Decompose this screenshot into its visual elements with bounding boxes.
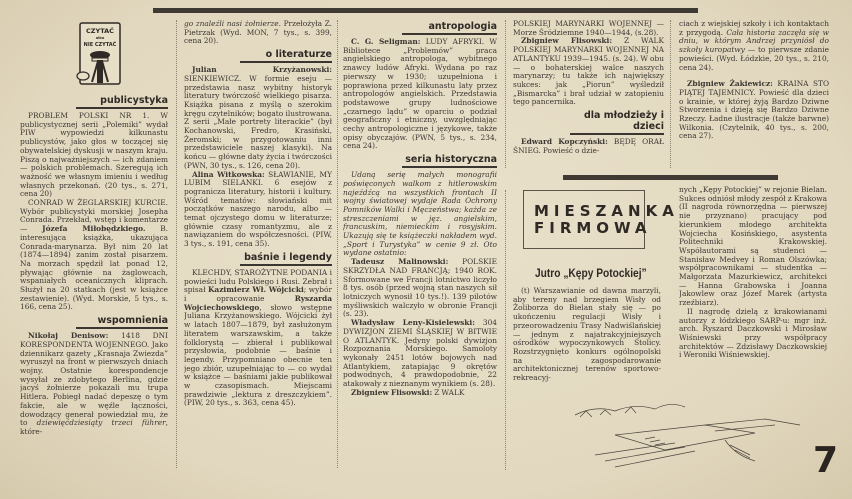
section-rule: [563, 175, 778, 180]
body-text: , słowo wstępne Juliana Krzyżanowskiego. Wójcicki żył w latach 1807—1879, był zasłużonym literatem warszawskim, a także folklorystą — zbierał i publikował przysłowia, podobnie — baśnie i legendy. Przypomniano obecnie ten jego zbiór, uzupełniając to — co wydał w książce — baśniami jakie publikował w czasopismach. Miejscami prawdziwie „lektura z dreszczykiem”. (PIW, 20 tys., s. 363, cena 45).: [184, 302, 332, 408]
body-text: II nagrodę dzielą z krakowianami autorzy z łódzkiego SARP-u: mgr inż. arch. Ryszard Daczkowski i Mirosław Wiśniewski przy współpracy architektów — Zdzisławy Daczkowskiej i Weroniki Wiśniewskiej.: [679, 306, 827, 360]
page-number: 7: [813, 440, 839, 481]
body-text: 1418 DNI KORESPONDENTA WOJENNEGO. Jako dziennikarz gazety „Krasnaja Zwiezda” wyruszył na front w pierwszych dniach wojny. Ostatnie korespondencje wysyłał ze zdobytego Berlina, gdzie jacyś żołnierze pokazali mu trupa Hitlera. Pobiegł nadać depeszę o tym fakcie, ale w węźle łączności, dowodzący generał powiedział mu, że to: [20, 331, 168, 428]
author-name: Józefa Miłobędzkiego.: [42, 224, 146, 234]
review-paragraph: [184, 20, 332, 46]
column-3: [343, 18, 497, 470]
column-1: [20, 92, 168, 470]
author-name: C. G. Seligman:: [351, 37, 421, 46]
author-name: Ryszarda Wojciechowskiego: [184, 293, 332, 312]
body-text: nych „Kępy Potockiej” w rejonie Bielan. Sukces odniósł młody zespół z Krakowa (II nagroda równorzędna — pierwszej nie przyznano) pracujący pod kierunkiem młodego architekta Wojciecha Kosińskiego, asystenta Politechniki Krakowskiej. Współautorami są studenci — Stanisław Medvey i Roman Olszówka; współpracownikami — studentka — Małgorzata Mazurkiewicz, architekci — Hanna Grabowska i Joanna Jakowlew oraz Józef Marek (artysta rzeźbiarz).: [679, 186, 827, 308]
body-text: 304 DYWIZJON ZIEMI ŚLĄSKIEJ W BITWIE O ATLANTYK. Jedyny polski dywizjon Rozpoznania Morskiego. Samoloty wykonały 2451 lotów bojowych nad Atlantykiem, zatapiając 9 okrętów podwodnych, 4 prawdopodobnie, 22 atakowały z nieznanym wynikiem (s. 28).: [343, 318, 497, 389]
review-paragraph: [184, 171, 332, 249]
section-heading: seria historyczna: [402, 154, 497, 168]
body-text: — to pierwsze zdanie powieści. (Wyd. Łódzkie, 20 tys., s. 210, cena 24).: [679, 45, 829, 72]
author-name: Julian Krzyżanowski:: [192, 65, 332, 75]
author-name: Edward Kopczyński:: [521, 137, 608, 147]
body-text: (t) Warszawianie od dawna marzyli, aby tereny nad brzegiem Wisły od Żoliborza do Bielan stały się — po ukończeniu regulacji Wisły i przeorowadzeniu Trasy Nadwiślańskiej — jednym z najatrakcyjniejszych ośrodków wypoczynkowych Stolicy. Rozstrzygnięto konkurs ogólnopolski na zagospodarowanie architektonicznej terenów sportowo-rekreacyj-: [513, 287, 661, 383]
body-text: ; wybór i opracowanie: [184, 285, 332, 303]
body-text: POLSKIE SKRZYDŁA NAD FRANCJĄ; 1940 ROK. Sformowane we Francji lotnictwo liczyło 8 tys. osób (przed wojną stan naszych sił lotniczych wynosił 10 tys.!). 139 pilotów myśliwskich walczyło w obronie Francji (s. 23).: [343, 257, 497, 319]
section-heading: antropologia: [402, 21, 497, 35]
review-paragraph: [679, 80, 829, 141]
body-text: SIENKIEWICZ. W formie eseju — przedstawia nasz wybitny historyk literatury twórczość wielkiego pisarza. Książka pisana z myślą o szerokim kręgu czytelników; bogato ilustrowana. Z serii „Małe portrety literackie” (był Kochanowski, Fredro, Krasiński, Żeromski; w przygotowaniu inni przedstawiciele naszej klasyki). Na końcu — główne daty życia i twórczości (PWN, 30 tys., s. 126, cena 20).: [184, 73, 332, 170]
svg-text:albo: albo: [95, 36, 105, 40]
section-title: MIESZANKA: [534, 202, 679, 220]
review-paragraph: [343, 319, 497, 389]
review-paragraph: [679, 20, 829, 72]
body-text: Z WALK: [432, 387, 465, 397]
author-name: Zbigniew Flisowski:: [521, 36, 613, 46]
section-heading: dla młodzieży i dzieci: [570, 110, 664, 135]
body-text: SŁAWIANIE, MY LUBIM SIELANKI. 6 esejów z pogranicza literatury, historii i kultury. Wśród tematów: słowiański mit początków naszego narodu, albo — temat ojczystego domu w literaturze; głównie czasy romantyzmu, ale z nawiązaniem do współczesności. (PIW, 3 tys., s. 191, cena 35).: [184, 169, 332, 249]
section-heading: wspomnienia: [76, 315, 168, 329]
review-paragraph: [20, 332, 168, 436]
column-separator: [337, 20, 338, 468]
body-text: CONRAD W ŻEGLARSKIEJ KURCIE. Wybór publicystyki morskiej Josepha Conrada. Przekład, wstęp i komentarze —: [20, 198, 168, 234]
svg-text:CZYTAĆ: CZYTAĆ: [86, 27, 114, 35]
top-rule: [153, 8, 698, 13]
review-paragraph: [513, 37, 664, 107]
column-2: [184, 20, 332, 470]
italic-text: dziewięćdziesiąty trzeci führer: [36, 418, 166, 428]
section-heading: o literaturze: [240, 49, 332, 63]
column-separator: [505, 190, 506, 470]
review-paragraph: [184, 269, 332, 408]
sketch-illustration-icon: [555, 395, 805, 475]
article-headline: Jutro „Kępy Potockiej”: [535, 266, 647, 280]
logo-icon: [76, 22, 122, 86]
body-text: PROBLEM POLSKI NR 1. W publicystycznej serii „Polemiki” wydał PIW wypowiedzi kilkunastu publicystów, jako głos w toczącej się obywatelskiej dyskusji w naszym kraju. Piszą o najważniejszych — ich zdaniem — polskich problemach. Szeregują ich ważność we własnym imieniu i według własnych przekonań. (20 tys., s. 271, cena 20): [20, 111, 168, 199]
svg-text:NIE CZYTAĆ: NIE CZYTAĆ: [83, 42, 117, 48]
italic-text: go znaleźli nasi żołnierze.: [184, 20, 282, 28]
section-title: FIRMOWA: [534, 219, 652, 237]
section-heading: baśnie i legendy: [240, 252, 332, 266]
body-text: Z WALK POLSKIEJ MARYNARKI WOJENNEJ NA ATLANTYKU 1939—1945. (s. 24). W obu — o bohaterskiej walce naszych marynarzy; tu także ich największy sukces: jak „Piorun” wyśledził „Bismarcka” i brał udział w zatopieniu tego pancernika.: [513, 36, 664, 107]
body-text: , które-: [20, 418, 168, 436]
body-text: KLECHDY, STAROŻYTNE PODANIA i powieści ludu Polskiego i Rusi. Zebrał i spisał: [184, 267, 332, 295]
body-text: Przełożyła Z. Pietrzak (Wyd. MON, 7 tys., s. 399, cena 20).: [184, 20, 332, 46]
body-text: BĘDĘ ORAŁ ŚNIEG. Powieść o dzie-: [513, 137, 664, 155]
body-text: POLSKIEJ MARYNARKI WOJENNEJ — Morze Śródziemne 1940—1944, (s.28).: [513, 20, 664, 37]
body-text: B. interesująca książka, ukazująca Conrada-marynarza. Był nim 20 lat (1874—1894) zanim został pisarzem. Na morzach spędził lat ponad 12, pływając głównie na żaglowcach, wspaniałych oceanicznych kliprach. Służył na 20 statkach (jest w książce zestawienie). (Wyd. Morskie, 5 tys., s. 166, cena 25).: [20, 224, 168, 312]
column-separator: [505, 20, 506, 168]
body-text: ciach z wiejskiej szkoły i ich kontaktach z przygodą.: [679, 20, 829, 37]
review-paragraph: [343, 38, 497, 151]
review-paragraph: [679, 186, 827, 308]
italic-text: Cała historia zaczęła się w dniu, w którym Andrzej przyniósł do szkoły kuropatwy: [679, 27, 829, 55]
author-name: Nikołaj Denisow:: [28, 331, 109, 341]
review-paragraph: [184, 66, 332, 170]
column-5: [679, 20, 829, 172]
review-paragraph: [20, 199, 168, 312]
author-name: Władysław Leny-Kisielewski:: [351, 318, 475, 328]
review-paragraph: [513, 138, 664, 155]
italic-text: Udaną serię małych monografii poświęconych walkom z hitlerowskim najeźdźcą na wszystkich frontach II wojny światowej wydaje Rada Ochrony Pomników Walki i Męczeństwa; każda ze streszczeniami w jęz. angielskim, francuskim, niemieckim i rosyjskim. Ukazują się te książeczki nakładem wyd. „Sport i Turystyka” w cenie 9 zł. Oto wydane ostatnio:: [343, 170, 497, 258]
review-paragraph: [20, 112, 168, 199]
column-4: [513, 20, 664, 172]
column-separator: [176, 20, 177, 468]
czytac-albo-nie-czytac-logo: [76, 22, 122, 86]
author-name: Zbigniew Żakiewicz:: [687, 79, 773, 89]
author-name: Alina Witkowska:: [192, 169, 265, 179]
author-name: Zbigniew Flisowski:: [351, 387, 433, 397]
mieszanka-article-left: [513, 287, 661, 387]
mieszanka-article-right: [679, 186, 827, 386]
review-paragraph: [513, 287, 661, 383]
review-paragraph: [513, 20, 664, 37]
body-text: LUDY AFRYKI. W Bibliotece „Problemów” praca angielskiego antropologa, wybitnego znawcy ludów Afryki. Wydana po raz pierwszy w 1930; uzupełniona i poprawiona przed kilkunastu laty przez antropologów angielskich. Przedstawia podstawowe grupy ludnościowe „czarnego lądu” w oparciu o podział geograficzny i etniczny, uwzględniając cechy antropologiczne i językowe, także opisy obyczajów. (PWN, 5 tys., s. 234, cena 24).: [343, 37, 497, 151]
column-separator: [670, 20, 671, 168]
architectural-sketch: [555, 395, 805, 475]
review-paragraph: [343, 258, 497, 319]
review-paragraph: [679, 308, 827, 360]
author-name: Tadeusz Malinowski:: [351, 257, 449, 267]
review-paragraph: [343, 389, 497, 398]
section-heading: publicystyka: [76, 95, 168, 109]
body-text: KRAINA STO PIĄTEJ TAJEMNICY. Powieść dla dzieci o krainie, w której żyją Bardzo Dziwne Stworzenia i dzieją się Bardzo Dziwne Rzeczy. Ładne ilustracje (także barwne) Wilkonia. (Czytelnik, 40 tys., s. 200, cena 27).: [679, 79, 829, 141]
author-name: Kazimierz Wł. Wójcicki: [207, 285, 304, 295]
review-paragraph: [343, 171, 497, 258]
mieszanka-firmowa-box: [523, 190, 679, 249]
